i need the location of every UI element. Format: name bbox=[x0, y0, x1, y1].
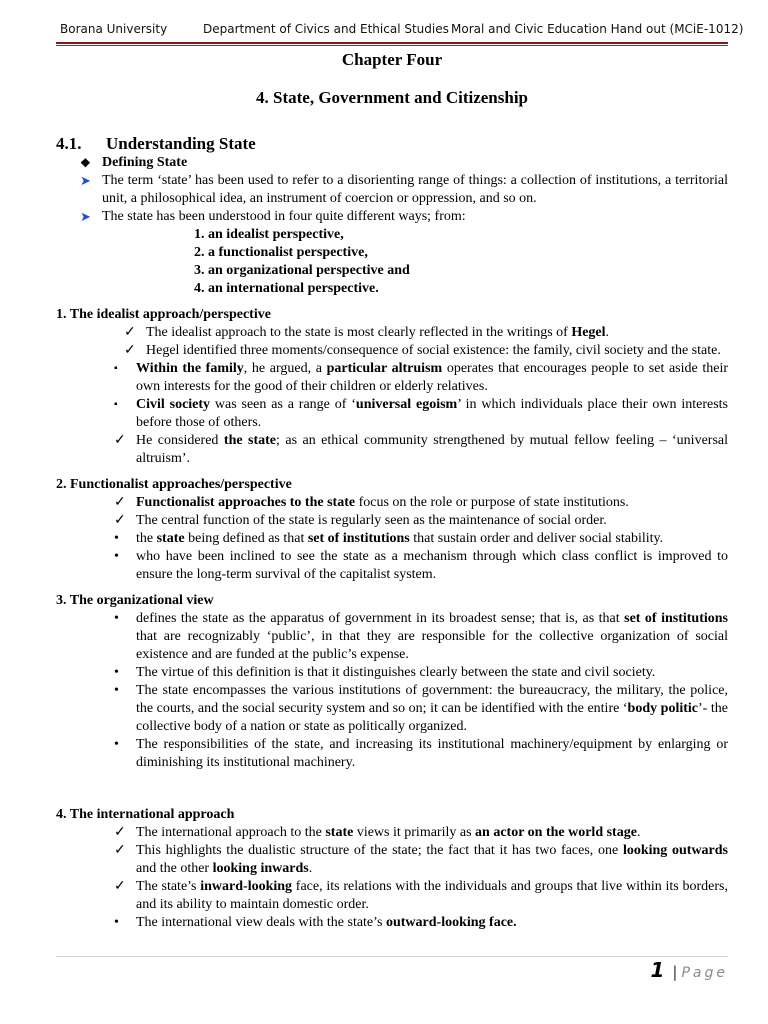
emphasis: state bbox=[325, 825, 354, 840]
square-bullet-icon: ▪ bbox=[114, 399, 118, 410]
list-item bbox=[56, 878, 728, 914]
emphasis: set of institutions bbox=[624, 611, 728, 626]
check-bullet-icon: ✓ bbox=[114, 433, 126, 448]
dot-bullet-icon: • bbox=[114, 665, 119, 680]
text: being defined as that bbox=[184, 531, 308, 546]
page-label: Page bbox=[681, 965, 728, 981]
header-rule bbox=[56, 42, 728, 44]
list-item bbox=[56, 610, 728, 664]
emphasis: the state bbox=[223, 433, 277, 448]
list-item bbox=[56, 342, 728, 360]
arrow-bullet-icon: ➤ bbox=[80, 173, 91, 188]
list-item bbox=[56, 396, 728, 432]
idealist-heading: 1. The idealist approach/perspective bbox=[56, 307, 271, 322]
check-bullet-icon: ✓ bbox=[114, 825, 126, 840]
text: He considered bbox=[136, 433, 224, 448]
defining-state-heading: Defining State bbox=[102, 155, 188, 170]
dot-bullet-icon: • bbox=[114, 915, 119, 930]
text: The virtue of this definition is that it distinguishes clearly between the state and civil society. bbox=[136, 665, 656, 680]
section-heading bbox=[56, 134, 728, 154]
intro-text: The term ‘state’ has been used to refer to a disorienting range of things: a collection of institutions, a territorial unit, a philosophical idea, an instrument of coercion or oppression, and so on. bbox=[102, 173, 728, 206]
emphasis: Hegel bbox=[571, 325, 606, 340]
intro-text: The state has been understood in four quite different ways; from: bbox=[102, 209, 466, 224]
list-item bbox=[56, 824, 728, 842]
diamond-bullet-icon: ❖ bbox=[80, 156, 91, 170]
intro-item bbox=[56, 172, 728, 208]
text: The idealist approach to the state is most clearly reflected in the writings of bbox=[146, 325, 572, 340]
list-item bbox=[56, 530, 728, 548]
perspectives-list bbox=[56, 226, 728, 298]
list-item bbox=[56, 664, 728, 682]
emphasis: state bbox=[156, 531, 185, 546]
page-number: 1 bbox=[650, 958, 665, 982]
header-course: Moral and Civic Education Hand out (MCiE-1012) bbox=[451, 22, 744, 36]
text: operates that encourages people to set aside their own interests for the good of their children or elderly relatives. bbox=[136, 361, 729, 394]
text: views it primarily as bbox=[353, 825, 476, 840]
text: focus on the role or purpose of state institutions. bbox=[355, 495, 629, 510]
text: . bbox=[605, 325, 610, 340]
text: that sustain order and deliver social stability. bbox=[409, 531, 664, 546]
text: that are recognizably ‘public’, in that they are responsible for the collective organization of social existence and are funded at the public’s expense. bbox=[136, 629, 728, 662]
text: The international approach to the bbox=[136, 825, 326, 840]
list-item: 1. an idealist perspective, bbox=[208, 226, 728, 244]
text: The international view deals with the state’s bbox=[136, 915, 386, 930]
organizational-heading: 3. The organizational view bbox=[56, 593, 214, 608]
header-rule-thin bbox=[56, 45, 728, 46]
text: defines the state as the apparatus of government in its broadest sense; that is, as that bbox=[136, 611, 625, 626]
list-item: 2. a functionalist perspective, bbox=[208, 244, 728, 262]
text: This highlights the dualistic structure of the state; the fact that it has two faces, one bbox=[136, 843, 623, 858]
emphasis: outward-looking face. bbox=[385, 915, 517, 930]
text: . bbox=[636, 825, 641, 840]
header-department: Department of Civics and Ethical Studies bbox=[203, 22, 449, 36]
footer-separator: | bbox=[672, 963, 678, 981]
list-item: 3. an organizational perspective and bbox=[208, 262, 728, 280]
list-item bbox=[56, 360, 728, 396]
text: The responsibilities of the state, and increasing its institutional machinery/equipment by enlarging or diminishing its institutional machinery. bbox=[136, 737, 728, 770]
text: ’ in which individuals place their own interests before those of others. bbox=[136, 397, 728, 430]
text: Hegel identified three moments/consequence of social existence: the family, civil society and the state. bbox=[146, 343, 721, 358]
dot-bullet-icon: • bbox=[114, 737, 119, 752]
check-bullet-icon: ✓ bbox=[114, 843, 126, 858]
text: ; as an ethical community strengthened by mutual fellow feeling – ‘universal altruism’. bbox=[136, 433, 729, 466]
section-number: 4.1. bbox=[56, 134, 82, 153]
emphasis: particular altruism bbox=[326, 361, 443, 376]
footer-rule bbox=[56, 956, 728, 957]
text: ’- the collective body of a nation or state as politically organized. bbox=[136, 701, 728, 734]
text: The state’s bbox=[136, 879, 201, 894]
page-footer bbox=[650, 958, 728, 982]
emphasis: Civil society bbox=[136, 397, 211, 412]
text: , he argued, a bbox=[243, 361, 327, 376]
list-item bbox=[56, 432, 728, 468]
square-bullet-icon: ▪ bbox=[114, 363, 118, 374]
emphasis: an actor on the world stage bbox=[475, 825, 637, 840]
text: and the other bbox=[136, 861, 213, 876]
emphasis: looking inwards bbox=[212, 861, 309, 876]
chapter-label: Chapter Four bbox=[341, 50, 443, 69]
international-heading: 4. The international approach bbox=[56, 807, 235, 822]
emphasis: Functionalist approaches to the state bbox=[136, 495, 356, 510]
emphasis: body politic bbox=[627, 701, 699, 716]
arrow-bullet-icon: ➤ bbox=[80, 209, 91, 224]
chapter-title: 4. State, Government and Citizenship bbox=[256, 88, 528, 107]
text: face, its relations with the individuals and groups that live within its borders, and its ability to maintain domestic order. bbox=[136, 879, 728, 912]
list-item bbox=[56, 512, 728, 530]
list-item bbox=[56, 494, 728, 512]
list-item bbox=[56, 914, 728, 932]
check-bullet-icon: ✓ bbox=[124, 325, 136, 340]
emphasis: inward-looking bbox=[200, 879, 293, 894]
page-body bbox=[56, 48, 728, 932]
list-item: 4. an international perspective. bbox=[208, 280, 728, 298]
emphasis: Within the family bbox=[136, 361, 244, 376]
list-item bbox=[56, 548, 728, 584]
text: the bbox=[136, 531, 157, 546]
intro-item bbox=[56, 208, 728, 226]
list-item bbox=[56, 736, 728, 772]
text: . bbox=[308, 861, 313, 876]
emphasis: set of institutions bbox=[307, 531, 410, 546]
check-bullet-icon: ✓ bbox=[114, 495, 126, 510]
list-item bbox=[56, 682, 728, 736]
text: The state encompasses the various institutions of government: the bureaucracy, the military, the police, the courts, and the social security system and so on; it can be identified with the entire ‘ bbox=[136, 683, 728, 716]
header-university: Borana University bbox=[60, 22, 168, 36]
text: The central function of the state is regularly seen as the maintenance of social order. bbox=[136, 513, 607, 528]
text: who have been inclined to see the state as a mechanism through which class conflict is improved to ensure the long-term survival of the capitalist system. bbox=[136, 549, 728, 582]
dot-bullet-icon: • bbox=[114, 549, 119, 564]
dot-bullet-icon: • bbox=[114, 531, 119, 546]
check-bullet-icon: ✓ bbox=[114, 879, 126, 894]
emphasis: looking outwards bbox=[622, 843, 728, 858]
dot-bullet-icon: • bbox=[114, 683, 119, 698]
dot-bullet-icon: • bbox=[114, 611, 119, 626]
defining-state-item bbox=[56, 154, 728, 172]
text: was seen as a range of ‘ bbox=[210, 397, 356, 412]
page-header bbox=[56, 22, 744, 40]
check-bullet-icon: ✓ bbox=[124, 343, 136, 358]
check-bullet-icon: ✓ bbox=[114, 513, 126, 528]
list-item bbox=[56, 324, 728, 342]
functionalist-heading: 2. Functionalist approaches/perspective bbox=[56, 477, 292, 492]
section-title: Understanding State bbox=[106, 134, 256, 153]
list-item bbox=[56, 842, 728, 878]
emphasis: universal egoism bbox=[355, 397, 458, 412]
